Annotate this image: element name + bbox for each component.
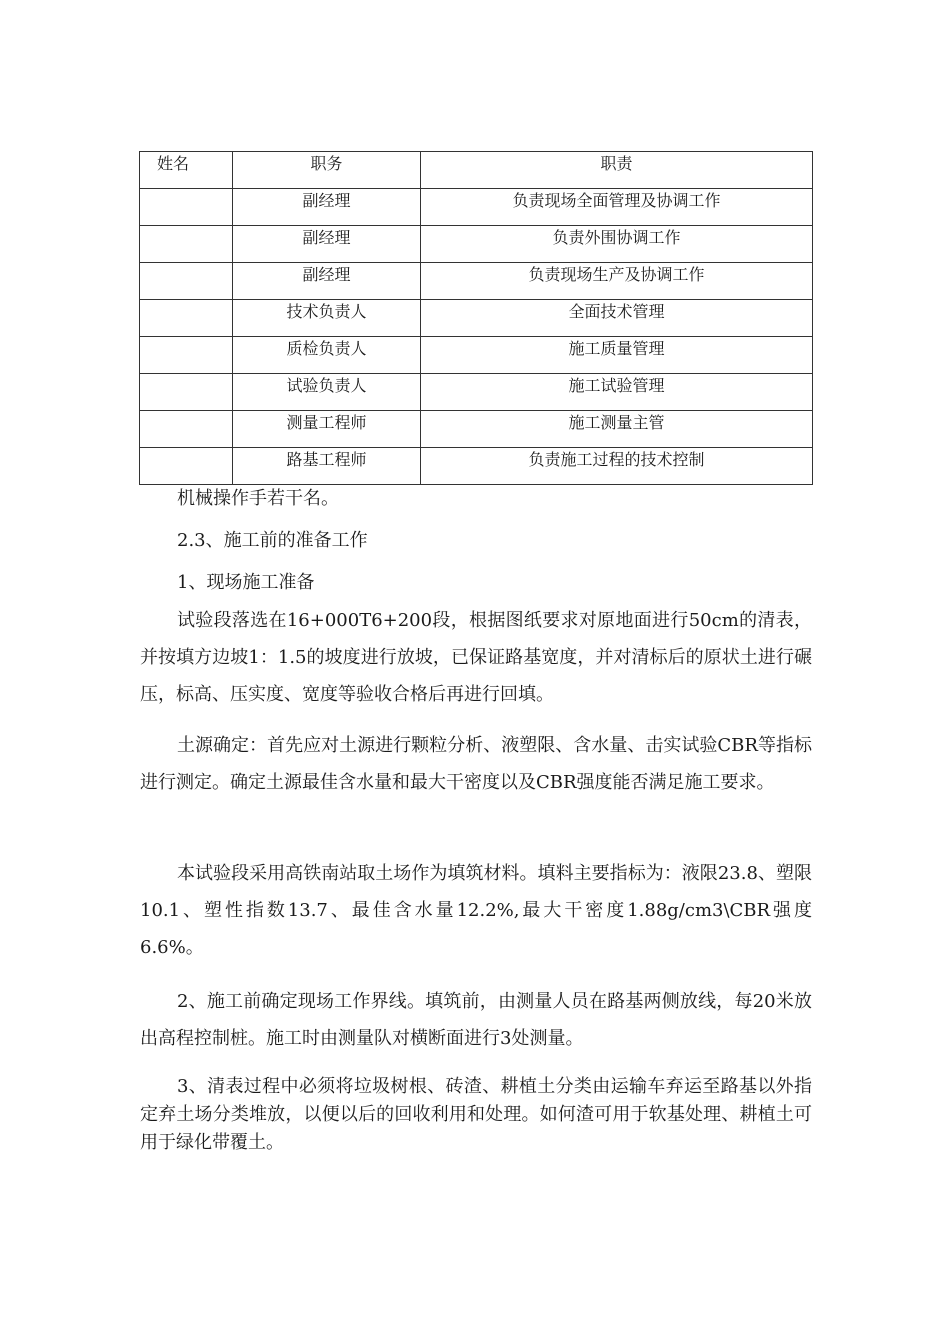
cell-name <box>140 189 233 226</box>
paragraph-test-section: 试验段落选在16+000T6+200段，根据图纸要求对原地面进行50cm的清表，并按填方边坡1：1.5的坡度进行放坡，已保证路基宽度，并对清标后的原状土进行碾压，标高、压实度、宽度等验收合格后再进行回填。 <box>140 610 812 705</box>
table-row <box>140 337 813 374</box>
table-row <box>140 300 813 337</box>
cell-name <box>140 263 233 300</box>
paragraph-boundary: 2、施工前确定现场工作界线。填筑前，由测量人员在路基两侧放线，每20米放出高程控制桩。施工时由测量队对横断面进行3处测量。 <box>140 991 812 1049</box>
paragraph-operators: 机械操作手若干名。 <box>177 488 339 509</box>
cell-position: 副经理 <box>233 263 421 300</box>
header-duty: 职责 <box>421 152 813 189</box>
table-row <box>140 448 813 485</box>
table-row <box>140 226 813 263</box>
cell-position: 副经理 <box>233 226 421 263</box>
subsection-heading: 1、现场施工准备 <box>177 572 315 593</box>
header-position: 职务 <box>233 152 421 189</box>
table-row <box>140 374 813 411</box>
cell-duty: 施工测量主管 <box>421 411 813 448</box>
cell-position: 副经理 <box>233 189 421 226</box>
cell-position: 质检负责人 <box>233 337 421 374</box>
paragraph-soil-source: 土源确定：首先应对土源进行颗粒分析、液塑限、含水量、击实试验CBR等指标进行测定。确定土源最佳含水量和最大干密度以及CBR强度能否满足施工要求。 <box>140 735 812 793</box>
cell-name <box>140 337 233 374</box>
cell-name <box>140 411 233 448</box>
table-header-row <box>140 152 813 189</box>
cell-duty: 施工质量管理 <box>421 337 813 374</box>
cell-name <box>140 226 233 263</box>
cell-duty: 负责外围协调工作 <box>421 226 813 263</box>
paragraph-clearing: 3、清表过程中必须将垃圾树根、砖渣、耕植土分类由运输车弃运至路基以外指定弃土场分类堆放，以便以后的回收利用和处理。如何渣可用于软基处理、耕植土可用于绿化带覆土。 <box>140 1076 812 1153</box>
cell-duty: 负责施工过程的技术控制 <box>421 448 813 485</box>
table-row <box>140 411 813 448</box>
header-name: 姓名 <box>140 152 233 189</box>
table-row <box>140 189 813 226</box>
cell-name <box>140 300 233 337</box>
cell-position: 技术负责人 <box>233 300 421 337</box>
cell-position: 试验负责人 <box>233 374 421 411</box>
table-row <box>140 263 813 300</box>
cell-position: 路基工程师 <box>233 448 421 485</box>
cell-duty: 全面技术管理 <box>421 300 813 337</box>
cell-duty: 负责现场全面管理及协调工作 <box>421 189 813 226</box>
cell-name <box>140 448 233 485</box>
cell-duty: 施工试验管理 <box>421 374 813 411</box>
paragraph-fill-material: 本试验段采用高铁南站取土场作为填筑材料。填料主要指标为：液限23.8、塑限10.1、塑性指数13.7、最佳含水量12.2%,最大干密度1.88g/cm3\CBR强度6.6%。 <box>140 863 812 958</box>
cell-duty: 负责现场生产及协调工作 <box>421 263 813 300</box>
section-heading: 2.3、施工前的准备工作 <box>177 530 368 551</box>
staff-table <box>139 151 813 485</box>
cell-position: 测量工程师 <box>233 411 421 448</box>
cell-name <box>140 374 233 411</box>
